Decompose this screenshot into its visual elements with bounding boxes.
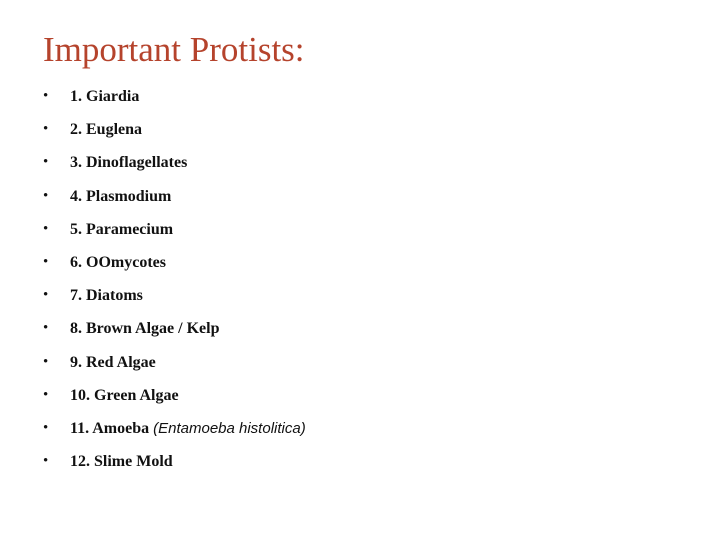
bullet-icon: •	[43, 287, 49, 304]
bullet-icon: •	[43, 121, 49, 138]
list-item-label: 9. Red Algae	[70, 353, 156, 371]
bullet-icon: •	[43, 187, 49, 204]
list-item-diatoms	[0, 279, 720, 312]
list-item-brown-algae	[0, 312, 720, 345]
list-item-red-algae	[0, 346, 720, 379]
bullet-icon: •	[43, 353, 49, 370]
list-item-giardia	[0, 80, 720, 113]
bullet-icon: •	[43, 88, 49, 104]
bullet-icon: •	[43, 253, 49, 270]
list-item-label: 3. Dinoflagellates	[70, 154, 188, 172]
list-item-label: 1. Giardia	[70, 88, 140, 105]
bullet-icon: •	[43, 453, 49, 470]
list-item-label: 7. Diatoms	[70, 287, 143, 305]
list-item-amoeba-content	[70, 412, 306, 445]
list-item-label: 6. OOmycotes	[70, 253, 166, 271]
bullet-icon: •	[43, 320, 49, 337]
bullet-icon: •	[43, 220, 49, 237]
list-item-label: 4. Plasmodium	[70, 187, 172, 205]
list-item-label: 12. Slime Mold	[70, 453, 173, 471]
bullet-icon: •	[43, 154, 49, 171]
protist-list	[0, 80, 720, 478]
species-note: (Entamoeba histolitica)	[153, 419, 306, 437]
bullet-icon: •	[43, 419, 49, 436]
list-item-label: 8. Brown Algae / Kelp	[70, 320, 220, 338]
list-item-amoeba	[0, 412, 720, 445]
slide-title: Important Protists:	[43, 30, 305, 69]
list-item-green-algae	[0, 379, 720, 412]
bullet-icon: •	[43, 386, 49, 403]
list-item-euglena	[0, 113, 720, 146]
list-item-label: 5. Paramecium	[70, 220, 174, 238]
list-item-label: 11. Amoeba	[70, 419, 150, 437]
list-item-oomycotes	[0, 246, 720, 279]
list-item-dinoflagellates	[0, 146, 720, 179]
list-item-paramecium	[0, 213, 720, 246]
list-item-label: 10. Green Algae	[70, 386, 179, 404]
list-item-slime-mold	[0, 445, 720, 478]
list-item-label: 2. Euglena	[70, 121, 143, 139]
list-item-plasmodium	[0, 180, 720, 213]
